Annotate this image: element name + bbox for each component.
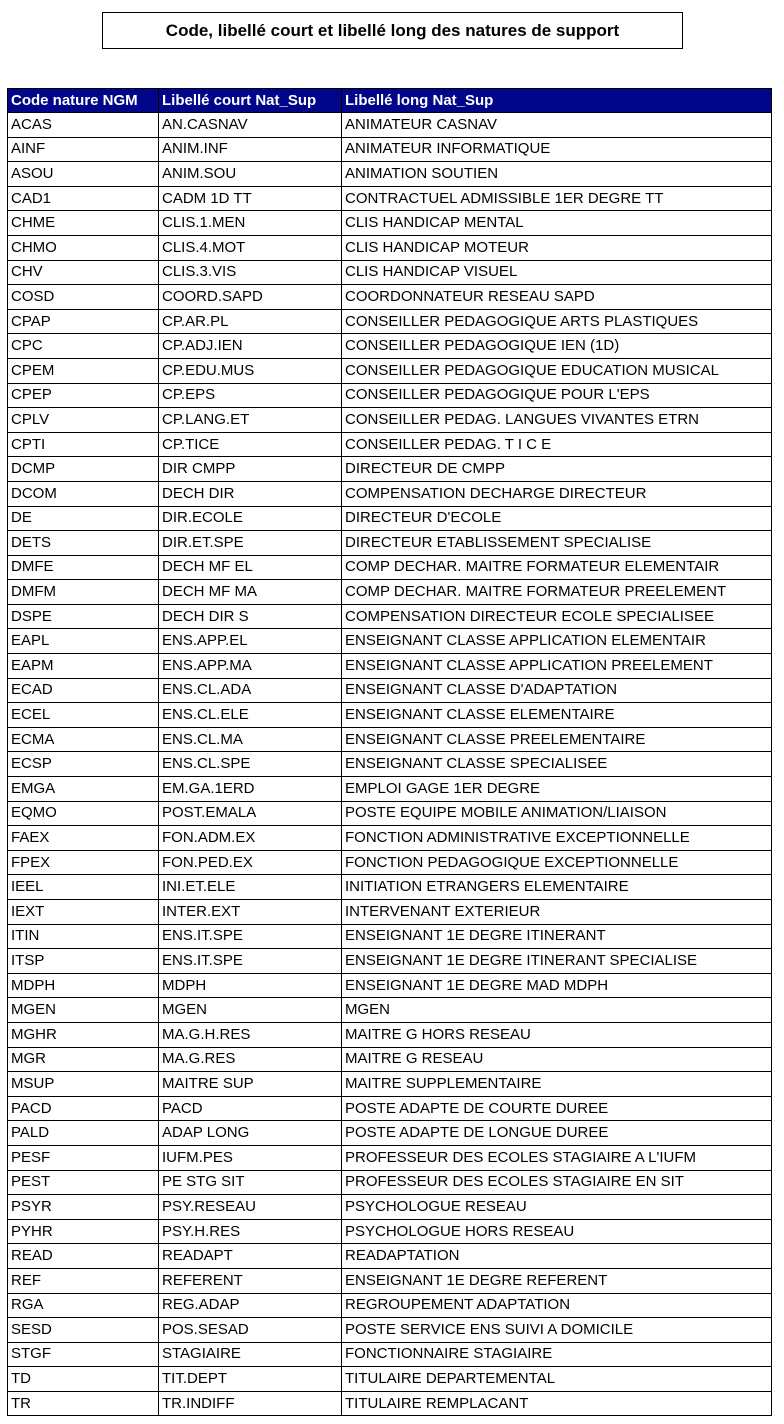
cell-libelle-long: MAITRE G HORS RESEAU — [342, 1022, 772, 1047]
table-row — [8, 1170, 772, 1195]
cell-code: MGEN — [8, 998, 159, 1023]
cell-libelle-long: ENSEIGNANT CLASSE PREELEMENTAIRE — [342, 727, 772, 752]
cell-libelle-long: POSTE ADAPTE DE LONGUE DUREE — [342, 1121, 772, 1146]
table-row — [8, 850, 772, 875]
table-row — [8, 580, 772, 605]
cell-libelle-court: ADAP LONG — [159, 1121, 342, 1146]
cell-libelle-court: MA.G.RES — [159, 1047, 342, 1072]
cell-libelle-long: FONCTIONNAIRE STAGIAIRE — [342, 1342, 772, 1367]
cell-libelle-long: CONSEILLER PEDAG. LANGUES VIVANTES ETRN — [342, 408, 772, 433]
cell-libelle-long: ENSEIGNANT CLASSE SPECIALISEE — [342, 752, 772, 777]
cell-code: DCOM — [8, 481, 159, 506]
cell-libelle-court: MGEN — [159, 998, 342, 1023]
table-row — [8, 113, 772, 138]
cell-libelle-court: READAPT — [159, 1244, 342, 1269]
cell-libelle-court: PSY.RESEAU — [159, 1195, 342, 1220]
cell-libelle-court: CP.AR.PL — [159, 309, 342, 334]
cell-code: FAEX — [8, 826, 159, 851]
cell-code: ACAS — [8, 113, 159, 138]
table-body — [8, 113, 772, 1416]
cell-libelle-court: FON.ADM.EX — [159, 826, 342, 851]
cell-libelle-long: ENSEIGNANT CLASSE APPLICATION PREELEMENT — [342, 654, 772, 679]
cell-code: DMFE — [8, 555, 159, 580]
cell-libelle-long: COMPENSATION DECHARGE DIRECTEUR — [342, 481, 772, 506]
cell-libelle-long: CLIS HANDICAP MOTEUR — [342, 235, 772, 260]
cell-libelle-long: ENSEIGNANT 1E DEGRE ITINERANT SPECIALISE — [342, 949, 772, 974]
cell-libelle-court: CADM 1D TT — [159, 186, 342, 211]
header-libelle-long: Libellé long Nat_Sup — [342, 89, 772, 113]
cell-code: CPEM — [8, 358, 159, 383]
cell-code: CPLV — [8, 408, 159, 433]
cell-code: PSYR — [8, 1195, 159, 1220]
cell-code: MDPH — [8, 973, 159, 998]
cell-code: REF — [8, 1268, 159, 1293]
cell-libelle-court: IUFM.PES — [159, 1145, 342, 1170]
cell-libelle-long: POSTE EQUIPE MOBILE ANIMATION/LIAISON — [342, 801, 772, 826]
cell-code: DE — [8, 506, 159, 531]
cell-libelle-long: ENSEIGNANT 1E DEGRE ITINERANT — [342, 924, 772, 949]
cell-libelle-court: MAITRE SUP — [159, 1072, 342, 1097]
cell-libelle-long: CONSEILLER PEDAG. T I C E — [342, 432, 772, 457]
cell-libelle-long: PSYCHOLOGUE HORS RESEAU — [342, 1219, 772, 1244]
cell-code: EAPL — [8, 629, 159, 654]
table-row — [8, 457, 772, 482]
table-row — [8, 506, 772, 531]
cell-code: MGHR — [8, 1022, 159, 1047]
cell-code: FPEX — [8, 850, 159, 875]
cell-code: ITIN — [8, 924, 159, 949]
cell-libelle-court: DECH DIR S — [159, 604, 342, 629]
table-row — [8, 481, 772, 506]
cell-code: ECSP — [8, 752, 159, 777]
cell-code: RGA — [8, 1293, 159, 1318]
cell-code: MSUP — [8, 1072, 159, 1097]
cell-libelle-long: MGEN — [342, 998, 772, 1023]
table-row — [8, 285, 772, 310]
cell-code: CHV — [8, 260, 159, 285]
table-row — [8, 555, 772, 580]
cell-code: AINF — [8, 137, 159, 162]
cell-libelle-long: CONSEILLER PEDAGOGIQUE POUR L'EPS — [342, 383, 772, 408]
cell-libelle-court: TR.INDIFF — [159, 1391, 342, 1416]
table-row — [8, 334, 772, 359]
cell-libelle-long: CLIS HANDICAP VISUEL — [342, 260, 772, 285]
cell-libelle-court: ENS.CL.SPE — [159, 752, 342, 777]
cell-libelle-long: EMPLOI GAGE 1ER DEGRE — [342, 777, 772, 802]
cell-code: ASOU — [8, 162, 159, 187]
table-row — [8, 1318, 772, 1343]
cell-libelle-court: ANIM.SOU — [159, 162, 342, 187]
table-row — [8, 973, 772, 998]
table-row — [8, 408, 772, 433]
cell-libelle-court: PACD — [159, 1096, 342, 1121]
cell-code: CHME — [8, 211, 159, 236]
cell-code: ECAD — [8, 678, 159, 703]
cell-libelle-long: FONCTION ADMINISTRATIVE EXCEPTIONNELLE — [342, 826, 772, 851]
cell-code: CHMO — [8, 235, 159, 260]
cell-code: CPAP — [8, 309, 159, 334]
table-row — [8, 137, 772, 162]
cell-libelle-court: TIT.DEPT — [159, 1367, 342, 1392]
table-row — [8, 358, 772, 383]
cell-code: PACD — [8, 1096, 159, 1121]
cell-code: DCMP — [8, 457, 159, 482]
table-row — [8, 1244, 772, 1269]
table-row — [8, 801, 772, 826]
cell-libelle-court: STAGIAIRE — [159, 1342, 342, 1367]
table-row — [8, 1342, 772, 1367]
table-row — [8, 1072, 772, 1097]
cell-code: MGR — [8, 1047, 159, 1072]
cell-libelle-long: CONTRACTUEL ADMISSIBLE 1ER DEGRE TT — [342, 186, 772, 211]
cell-libelle-court: CP.EPS — [159, 383, 342, 408]
cell-libelle-long: ENSEIGNANT 1E DEGRE MAD MDPH — [342, 973, 772, 998]
cell-libelle-long: MAITRE G RESEAU — [342, 1047, 772, 1072]
table-row — [8, 1145, 772, 1170]
cell-libelle-long: DIRECTEUR DE CMPP — [342, 457, 772, 482]
cell-libelle-long: ANIMATEUR INFORMATIQUE — [342, 137, 772, 162]
table-row — [8, 1195, 772, 1220]
cell-libelle-court: PSY.H.RES — [159, 1219, 342, 1244]
cell-libelle-long: ANIMATION SOUTIEN — [342, 162, 772, 187]
cell-code: DETS — [8, 531, 159, 556]
cell-code: ECEL — [8, 703, 159, 728]
cell-code: STGF — [8, 1342, 159, 1367]
cell-libelle-court: ENS.IT.SPE — [159, 924, 342, 949]
table-row — [8, 998, 772, 1023]
cell-code: CAD1 — [8, 186, 159, 211]
page-title-box — [102, 12, 683, 49]
cell-code: IEXT — [8, 900, 159, 925]
table-row — [8, 752, 772, 777]
cell-libelle-court: POS.SESAD — [159, 1318, 342, 1343]
table-row — [8, 531, 772, 556]
cell-libelle-court: ENS.CL.ELE — [159, 703, 342, 728]
cell-libelle-court: AN.CASNAV — [159, 113, 342, 138]
cell-libelle-long: REGROUPEMENT ADAPTATION — [342, 1293, 772, 1318]
cell-libelle-long: COMP DECHAR. MAITRE FORMATEUR ELEMENTAIR — [342, 555, 772, 580]
cell-libelle-court: EM.GA.1ERD — [159, 777, 342, 802]
cell-libelle-court: INTER.EXT — [159, 900, 342, 925]
table-row — [8, 1096, 772, 1121]
cell-code: PALD — [8, 1121, 159, 1146]
cell-libelle-court: CP.EDU.MUS — [159, 358, 342, 383]
table-row — [8, 1367, 772, 1392]
cell-libelle-court: CLIS.4.MOT — [159, 235, 342, 260]
table-row — [8, 924, 772, 949]
cell-code: CPTI — [8, 432, 159, 457]
cell-libelle-court: COORD.SAPD — [159, 285, 342, 310]
table-row — [8, 383, 772, 408]
cell-code: EQMO — [8, 801, 159, 826]
cell-libelle-court: DIR.ECOLE — [159, 506, 342, 531]
table-row — [8, 1391, 772, 1416]
cell-libelle-court: CP.ADJ.IEN — [159, 334, 342, 359]
cell-libelle-long: FONCTION PEDAGOGIQUE EXCEPTIONNELLE — [342, 850, 772, 875]
cell-libelle-long: MAITRE SUPPLEMENTAIRE — [342, 1072, 772, 1097]
cell-libelle-court: CLIS.3.VIS — [159, 260, 342, 285]
header-code-nature: Code nature NGM — [8, 89, 159, 113]
cell-libelle-court: ENS.IT.SPE — [159, 949, 342, 974]
cell-libelle-long: ANIMATEUR CASNAV — [342, 113, 772, 138]
cell-libelle-court: DECH MF EL — [159, 555, 342, 580]
cell-libelle-long: POSTE ADAPTE DE COURTE DUREE — [342, 1096, 772, 1121]
table-row — [8, 654, 772, 679]
cell-code: TD — [8, 1367, 159, 1392]
cell-libelle-long: READAPTATION — [342, 1244, 772, 1269]
cell-libelle-long: DIRECTEUR D'ECOLE — [342, 506, 772, 531]
cell-libelle-court: DIR.ET.SPE — [159, 531, 342, 556]
natures-support-table — [7, 88, 772, 1416]
table-row — [8, 875, 772, 900]
cell-libelle-long: TITULAIRE REMPLACANT — [342, 1391, 772, 1416]
cell-libelle-court: FON.PED.EX — [159, 850, 342, 875]
cell-libelle-long: TITULAIRE DEPARTEMENTAL — [342, 1367, 772, 1392]
table-row — [8, 1047, 772, 1072]
cell-libelle-long: PROFESSEUR DES ECOLES STAGIAIRE EN SIT — [342, 1170, 772, 1195]
cell-code: DSPE — [8, 604, 159, 629]
cell-libelle-court: DECH DIR — [159, 481, 342, 506]
cell-code: IEEL — [8, 875, 159, 900]
cell-libelle-long: ENSEIGNANT CLASSE ELEMENTAIRE — [342, 703, 772, 728]
cell-libelle-long: CLIS HANDICAP MENTAL — [342, 211, 772, 236]
cell-libelle-court: ENS.CL.MA — [159, 727, 342, 752]
table-row — [8, 1022, 772, 1047]
table-row — [8, 826, 772, 851]
table-row — [8, 1219, 772, 1244]
cell-libelle-court: ENS.APP.MA — [159, 654, 342, 679]
cell-libelle-court: ENS.APP.EL — [159, 629, 342, 654]
cell-libelle-court: MDPH — [159, 973, 342, 998]
cell-libelle-court: POST.EMALA — [159, 801, 342, 826]
table-row — [8, 1293, 772, 1318]
cell-code: TR — [8, 1391, 159, 1416]
table-row — [8, 162, 772, 187]
cell-libelle-long: ENSEIGNANT 1E DEGRE REFERENT — [342, 1268, 772, 1293]
table-header-row — [8, 89, 772, 113]
cell-libelle-long: COMPENSATION DIRECTEUR ECOLE SPECIALISEE — [342, 604, 772, 629]
table-row — [8, 604, 772, 629]
table-row — [8, 1121, 772, 1146]
table-row — [8, 235, 772, 260]
table-row — [8, 703, 772, 728]
cell-libelle-long: POSTE SERVICE ENS SUIVI A DOMICILE — [342, 1318, 772, 1343]
cell-libelle-long: CONSEILLER PEDAGOGIQUE ARTS PLASTIQUES — [342, 309, 772, 334]
table-row — [8, 678, 772, 703]
cell-libelle-court: ANIM.INF — [159, 137, 342, 162]
cell-libelle-long: CONSEILLER PEDAGOGIQUE IEN (1D) — [342, 334, 772, 359]
cell-libelle-long: COORDONNATEUR RESEAU SAPD — [342, 285, 772, 310]
table-row — [8, 949, 772, 974]
page-title: Code, libellé court et libellé long des natures de support — [165, 20, 620, 40]
cell-code: EAPM — [8, 654, 159, 679]
table-row — [8, 1268, 772, 1293]
cell-libelle-long: PSYCHOLOGUE RESEAU — [342, 1195, 772, 1220]
cell-libelle-court: REG.ADAP — [159, 1293, 342, 1318]
cell-code: CPC — [8, 334, 159, 359]
cell-code: READ — [8, 1244, 159, 1269]
cell-code: PYHR — [8, 1219, 159, 1244]
cell-libelle-court: CP.LANG.ET — [159, 408, 342, 433]
cell-libelle-court: ENS.CL.ADA — [159, 678, 342, 703]
cell-code: DMFM — [8, 580, 159, 605]
cell-libelle-court: INI.ET.ELE — [159, 875, 342, 900]
cell-libelle-court: DECH MF MA — [159, 580, 342, 605]
table-row — [8, 309, 772, 334]
cell-libelle-long: INTERVENANT EXTERIEUR — [342, 900, 772, 925]
cell-libelle-court: CLIS.1.MEN — [159, 211, 342, 236]
cell-code: ECMA — [8, 727, 159, 752]
cell-libelle-long: INITIATION ETRANGERS ELEMENTAIRE — [342, 875, 772, 900]
table-row — [8, 727, 772, 752]
table-row — [8, 777, 772, 802]
cell-libelle-long: ENSEIGNANT CLASSE D'ADAPTATION — [342, 678, 772, 703]
table-row — [8, 260, 772, 285]
cell-libelle-long: DIRECTEUR ETABLISSEMENT SPECIALISE — [342, 531, 772, 556]
cell-libelle-long: PROFESSEUR DES ECOLES STAGIAIRE A L'IUFM — [342, 1145, 772, 1170]
cell-libelle-court: REFERENT — [159, 1268, 342, 1293]
cell-libelle-court: MA.G.H.RES — [159, 1022, 342, 1047]
cell-libelle-court: PE STG SIT — [159, 1170, 342, 1195]
cell-code: PEST — [8, 1170, 159, 1195]
table-row — [8, 432, 772, 457]
cell-code: SESD — [8, 1318, 159, 1343]
table-row — [8, 900, 772, 925]
cell-code: CPEP — [8, 383, 159, 408]
table-row — [8, 186, 772, 211]
cell-code: EMGA — [8, 777, 159, 802]
cell-libelle-court: DIR CMPP — [159, 457, 342, 482]
table-row — [8, 629, 772, 654]
cell-libelle-court: CP.TICE — [159, 432, 342, 457]
cell-libelle-long: ENSEIGNANT CLASSE APPLICATION ELEMENTAIR — [342, 629, 772, 654]
cell-code: COSD — [8, 285, 159, 310]
cell-libelle-long: CONSEILLER PEDAGOGIQUE EDUCATION MUSICAL — [342, 358, 772, 383]
cell-code: PESF — [8, 1145, 159, 1170]
cell-code: ITSP — [8, 949, 159, 974]
table-row — [8, 211, 772, 236]
cell-libelle-long: COMP DECHAR. MAITRE FORMATEUR PREELEMENT — [342, 580, 772, 605]
header-libelle-court: Libellé court Nat_Sup — [159, 89, 342, 113]
